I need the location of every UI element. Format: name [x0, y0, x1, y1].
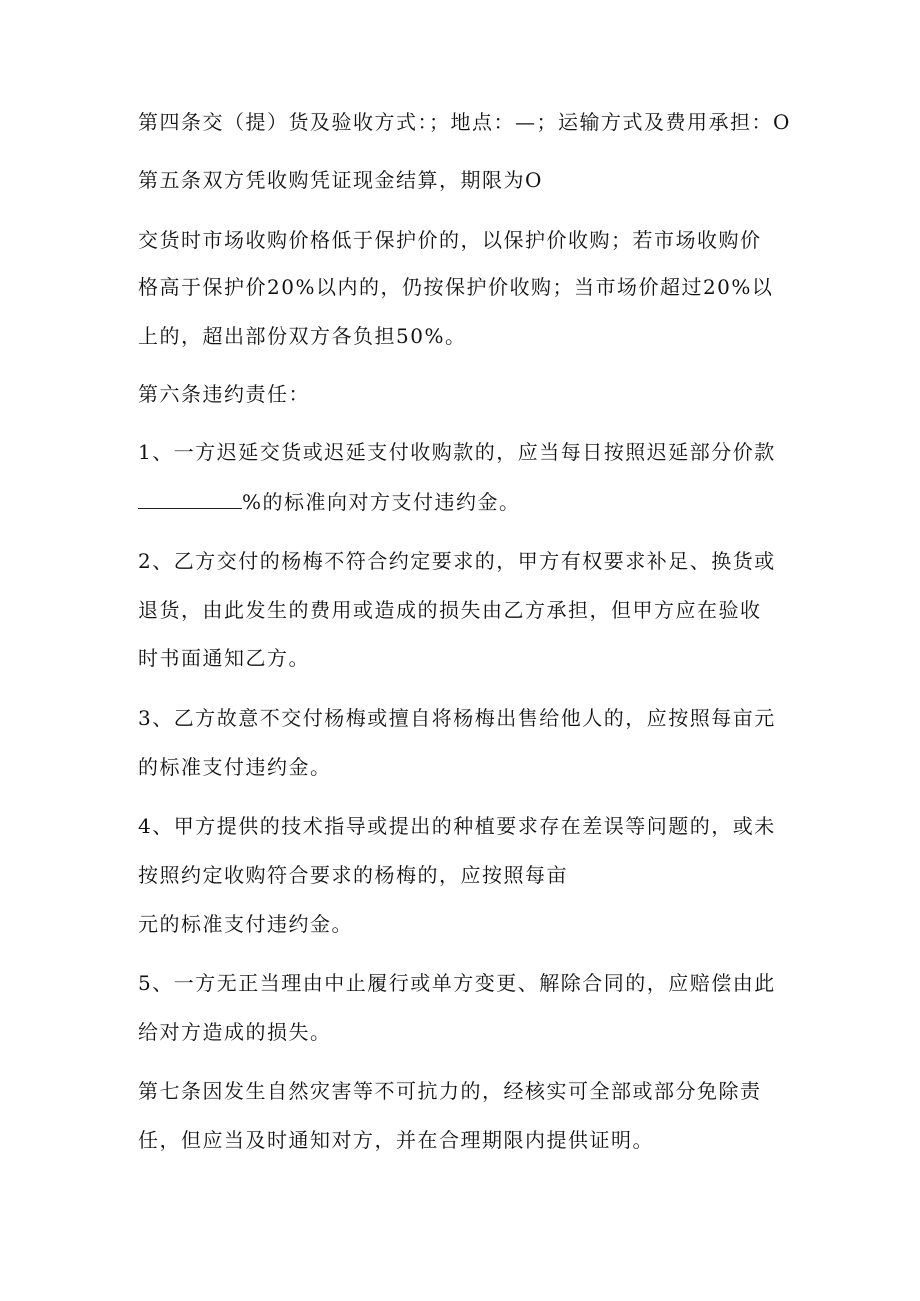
clause-5-line: 给对方造成的损失。 — [138, 1020, 332, 1044]
clause-2-line: 2、乙方交付的杨梅不符合约定要求的，甲方有权要求补足、换货或 — [138, 549, 776, 573]
clause-1-line: 1、一方迟延交货或迟延支付收购款的，应当每日按照迟延部分价款 — [138, 440, 776, 464]
article-5-settlement: 第五条双方凭收购凭证现金结算，期限为O — [138, 168, 543, 192]
clause-5-line: 5、一方无正当理由中止履行或单方变更、解除合同的，应赔偿由此 — [138, 971, 776, 995]
article-7-line: 任，但应当及时通知对方，并在合理期限内提供证明。 — [138, 1128, 654, 1152]
article-6-heading: 第六条违约责任： — [138, 382, 310, 406]
clause-3-line: 的标准支付违约金。 — [138, 755, 332, 779]
clause-4-line: 按照约定收购符合要求的杨梅的，应按照每亩 — [138, 863, 568, 887]
paragraph-line: 交货时市场收购价格低于保护价的，以保护价收购；若市场收购价 — [138, 228, 762, 252]
clause-2-line: 时书面通知乙方。 — [138, 646, 310, 670]
paragraph-line: 格高于保护价20%以内的，仍按保护价收购；当市场价超过20%以 — [138, 275, 774, 299]
clause-3-line: 3、乙方故意不交付杨梅或擅自将杨梅出售给他人的，应按照每亩元 — [138, 706, 776, 730]
article-4-delivery: 第四条交（提）货及验收方式：；地点：—；运输方式及费用承担：O — [138, 110, 791, 134]
clause-1-rate-text: %的标准向对方支付违约金。 — [242, 490, 521, 514]
clause-2-line: 退货，由此发生的费用或造成的损失由乙方承担，但甲方应在验收 — [138, 598, 762, 622]
fill-in-blank — [138, 490, 242, 509]
clause-4-line: 4、甲方提供的技术指导或提出的种植要求存在差误等问题的，或未 — [138, 814, 776, 838]
paragraph-line: 上的，超出部份双方各负担50%。 — [138, 324, 467, 348]
clause-4-line: 元的标准支付违约金。 — [138, 912, 353, 936]
article-7-line: 第七条因发生自然灾害等不可抗力的，经核实可全部或部分免除责 — [138, 1079, 762, 1103]
clause-1-line-2 — [138, 488, 521, 516]
